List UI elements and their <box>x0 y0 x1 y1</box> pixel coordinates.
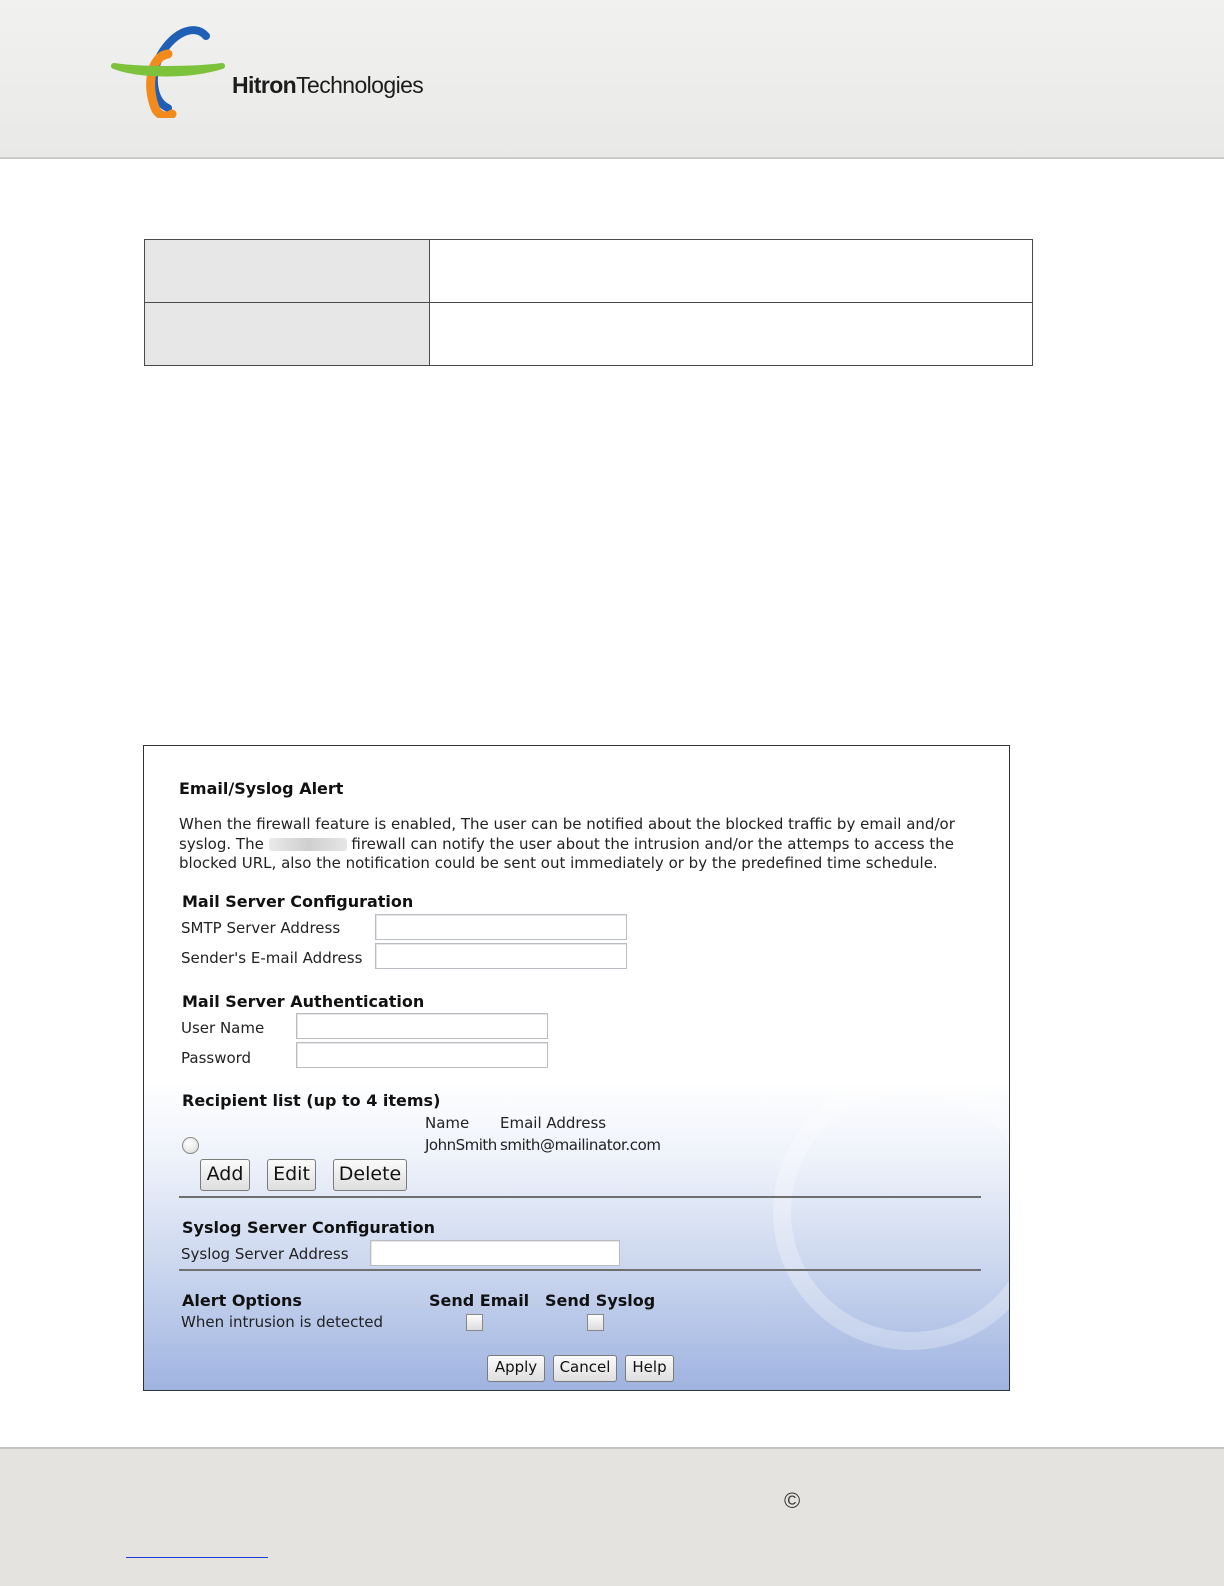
delete-recipient-button[interactable]: Delete <box>333 1159 407 1191</box>
password-label: Password <box>181 1049 252 1067</box>
table-cell-description <box>430 303 1033 366</box>
recipient-select-radio[interactable] <box>182 1137 199 1154</box>
footer-link-underline[interactable] <box>126 1557 268 1558</box>
copyright-symbol: © <box>784 1488 801 1513</box>
recipient-list-heading: Recipient list (up to 4 items) <box>182 1091 441 1110</box>
syslog-config-heading: Syslog Server Configuration <box>182 1218 436 1237</box>
brand-wordmark: HitronTechnologies <box>232 72 424 98</box>
syslog-address-input[interactable] <box>370 1240 620 1266</box>
password-input[interactable] <box>296 1042 548 1068</box>
panel-title: Email/Syslog Alert <box>179 779 344 798</box>
table-cell-description <box>430 240 1033 303</box>
table-cell-label <box>145 303 430 366</box>
table-row <box>145 240 1033 303</box>
page-footer <box>0 1447 1224 1586</box>
email-syslog-alert-panel <box>143 745 1010 1391</box>
redacted-product-name <box>269 838 347 851</box>
mail-server-heading: Mail Server Configuration <box>182 892 414 911</box>
mail-auth-heading: Mail Server Authentication <box>182 992 425 1011</box>
help-button[interactable]: Help <box>625 1355 674 1382</box>
section-divider <box>179 1269 981 1271</box>
alert-options-heading: Alert Options <box>182 1291 302 1310</box>
smtp-server-label: SMTP Server Address <box>181 919 341 937</box>
user-name-input[interactable] <box>296 1013 548 1039</box>
hitron-logo-icon <box>110 26 226 118</box>
panel-description: When the firewall feature is enabled, The user can be notified about the blocked traffic by email and/or syslog. The firewall can notify the user about the intrusion and/or the attemps to access the blocked URL, also the notification could be sent out immediately or by the predefined time schedule. <box>179 815 955 872</box>
apply-button[interactable]: Apply <box>487 1355 545 1382</box>
sender-email-input[interactable] <box>375 943 627 969</box>
recipient-email-cell: smith@mailinator.com <box>500 1136 661 1154</box>
edit-recipient-button[interactable]: Edit <box>267 1159 316 1191</box>
recipient-col-name: Name <box>425 1114 470 1132</box>
intrusion-detected-label: When intrusion is detected <box>181 1313 383 1331</box>
table-row <box>145 303 1033 366</box>
send-email-column-heading: Send Email <box>429 1291 530 1310</box>
smtp-server-input[interactable] <box>375 914 627 940</box>
user-name-label: User Name <box>181 1019 265 1037</box>
cancel-button[interactable]: Cancel <box>553 1355 617 1382</box>
section-divider <box>179 1196 981 1198</box>
syslog-address-label: Syslog Server Address <box>181 1245 349 1263</box>
sender-email-label: Sender's E-mail Address <box>181 949 363 967</box>
recipient-name-cell: JohnSmith <box>425 1136 497 1154</box>
background-swoosh <box>773 1074 1010 1350</box>
parameter-table <box>144 239 1033 366</box>
add-recipient-button[interactable]: Add <box>200 1159 250 1191</box>
send-email-checkbox[interactable] <box>466 1314 483 1331</box>
recipient-col-email: Email Address <box>500 1114 607 1132</box>
send-syslog-checkbox[interactable] <box>587 1314 604 1331</box>
table-cell-label <box>145 240 430 303</box>
page-header <box>0 0 1224 159</box>
send-syslog-column-heading: Send Syslog <box>545 1291 656 1310</box>
